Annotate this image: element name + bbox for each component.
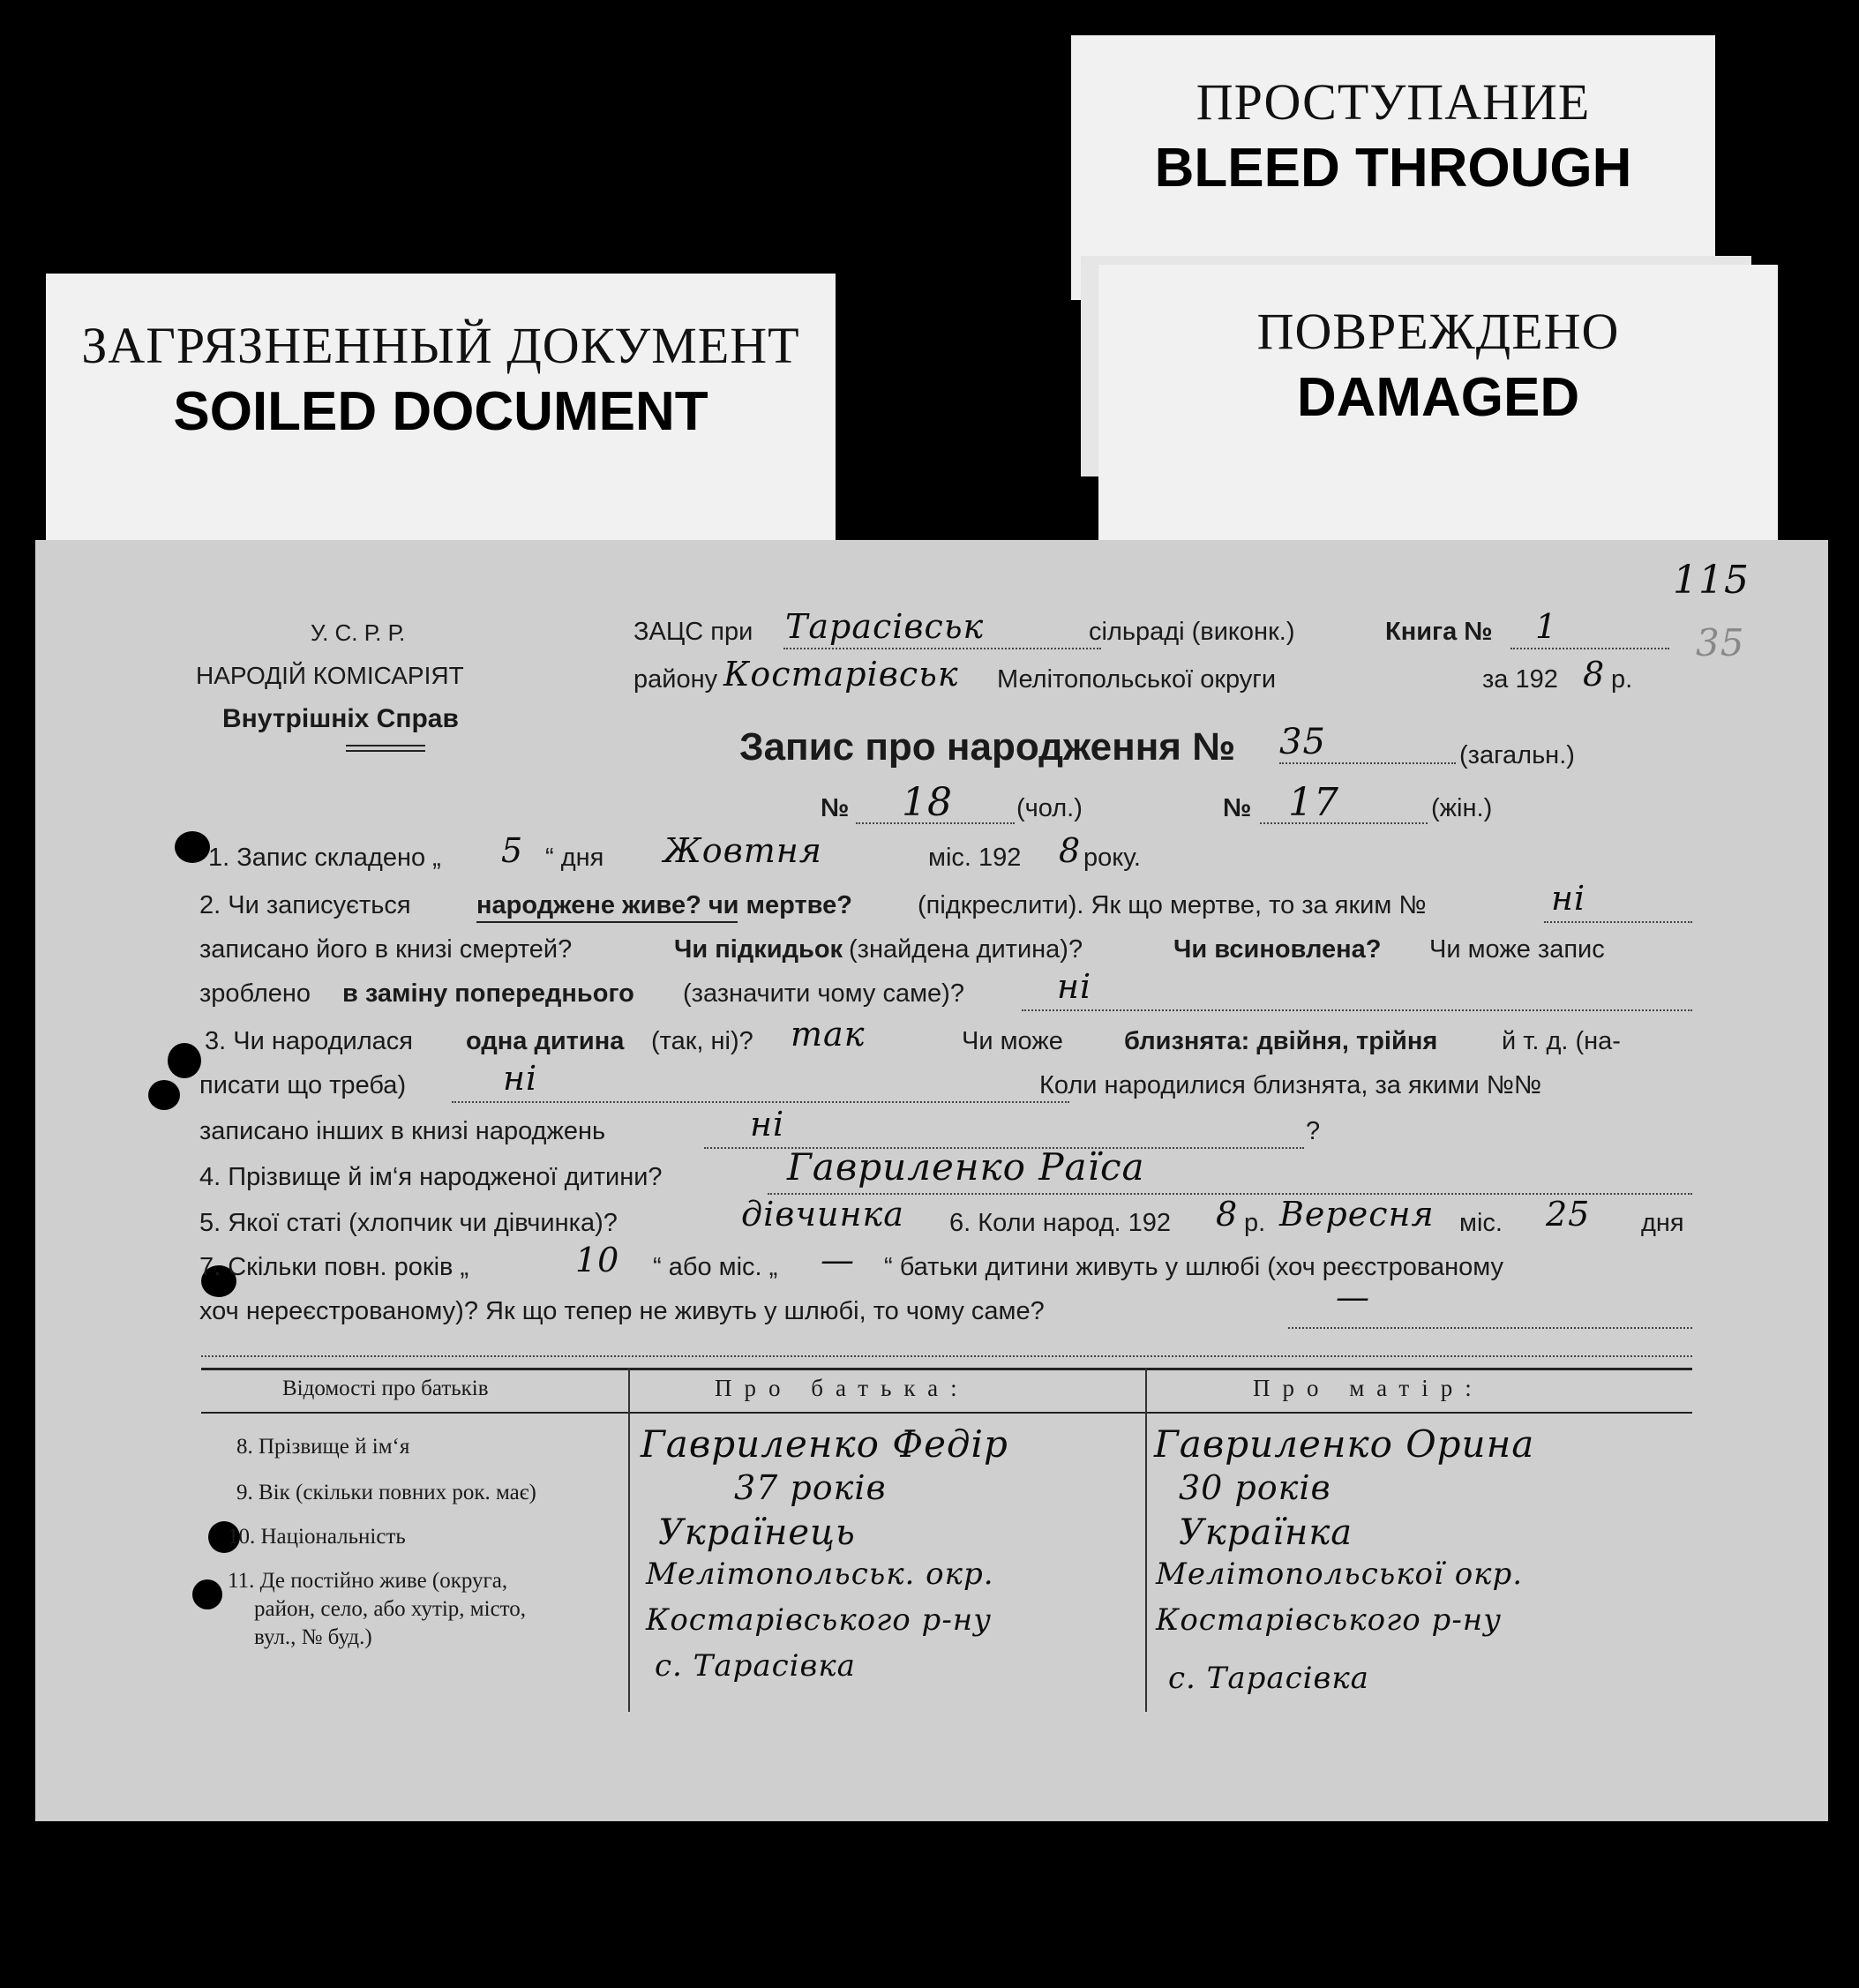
item2-line1-val: ні [1551, 879, 1586, 918]
item2-line1-c: (підкреслити). Як що мертве, то за яким № [918, 891, 1427, 919]
item6-year-suffix: р. [1244, 1209, 1266, 1237]
punch-hole [168, 1043, 201, 1078]
item2-line1-a: 2. Чи записується [199, 891, 411, 919]
row10-father: Українець [658, 1512, 856, 1553]
row8-mother: Гавриленко Орина [1154, 1422, 1535, 1466]
item2-line1-b: народжене живе? чи мертве? [476, 891, 852, 919]
item6-label: 6. Коли народ. 192 [949, 1209, 1171, 1237]
item1-a: 1. Запис складено „ [208, 844, 441, 872]
row11-father-1: Мелітопольськ. окр. [646, 1557, 994, 1592]
item4-val: Гавриленко Раїса [787, 1145, 1145, 1189]
item1-year: 8 [1059, 831, 1082, 870]
item1-d: року. [1083, 844, 1141, 872]
row11-label-3: вул., № буд.) [254, 1625, 372, 1649]
org-line-2: НАРОДІЙ КОМІСАРІЯТ [196, 662, 464, 689]
item7-line1-c: “ батьки дитини живуть у шлюбі (хоч реєстрованому [884, 1253, 1503, 1281]
org-line-1: У. С. Р. Р. [311, 619, 406, 646]
zags-village: Тарасівськ [785, 607, 985, 646]
damaged-label-ru: ПОВРЕЖДЕНО [1256, 303, 1620, 360]
item1-c: міс. 192 [928, 844, 1022, 872]
year-prefix: за 192 [1482, 665, 1558, 694]
bleed-label-ru: ПРОСТУПАНИЕ [1196, 73, 1591, 131]
year-digit: 8 [1583, 655, 1606, 694]
item7-line3-fill [201, 1355, 1692, 1357]
item3-line1-c: (так, ні)? [651, 1027, 753, 1055]
item3-line2-b: Коли народилися близнята, за якими №№ [1039, 1071, 1541, 1099]
item2-line2-b: Чи підкидьок [674, 935, 843, 964]
year-suffix: р. [1611, 665, 1633, 694]
zags-prefix: ЗАЦС при [633, 618, 753, 646]
soiled-label-en: SOILED DOCUMENT [173, 381, 708, 442]
item3-line1-val: так [791, 1015, 866, 1054]
corner-number-2: 35 [1696, 621, 1745, 664]
item1-b: “ дня [545, 844, 604, 872]
male-count-prefix: № [821, 794, 850, 822]
female-count: 17 [1288, 780, 1339, 825]
row11-father-3: с. Тарасівка [655, 1648, 856, 1684]
item2-line1-fill [1544, 921, 1692, 923]
item7-line1-b: “ або міс. „ [653, 1253, 778, 1281]
male-count: 18 [902, 780, 953, 825]
item4-label: 4. Прізвище й ім‘я народженої дитини? [199, 1163, 663, 1191]
table-col1-header: Відомості про батьків [282, 1377, 489, 1400]
district-name: Костарівськ [723, 655, 959, 694]
item2-line2-d: Чи всиновлена? [1173, 935, 1382, 964]
table-col3-header: Про матір: [1253, 1375, 1484, 1401]
row10-mother: Українка [1179, 1512, 1353, 1553]
general-label: (загальн.) [1459, 741, 1575, 769]
book-label: Книга № [1385, 618, 1493, 646]
item2-line3-c: (зазначити чому саме)? [683, 979, 964, 1008]
female-count-line [1260, 822, 1428, 824]
zags-line [783, 648, 1101, 649]
item7-months: — [821, 1241, 855, 1279]
zags-suffix: сільраді (виконк.) [1089, 618, 1295, 646]
item3-line1-a: 3. Чи народилася [205, 1027, 413, 1055]
divider [346, 750, 425, 752]
row11-label-1: 11. Де постійно живе (округа, [228, 1569, 508, 1593]
record-number: 35 [1279, 722, 1326, 762]
row11-mother-1: Мелітопольської окр. [1156, 1557, 1524, 1592]
female-count-label: (жін.) [1431, 794, 1493, 822]
book-line [1510, 648, 1669, 649]
item3-line3-a: записано інших в книзі народжень [199, 1117, 606, 1145]
item5-val: дівчинка [741, 1195, 904, 1234]
item3-line3-val: ні [750, 1105, 785, 1144]
row9-mother: 30 років [1179, 1468, 1331, 1507]
divider [346, 745, 425, 746]
male-count-label: (чол.) [1016, 794, 1083, 822]
damaged-label [1098, 265, 1778, 556]
item3-line1-e: близнята: двійня, трійня [1124, 1027, 1438, 1055]
row8-label: 8. Прізвище й ім‘я [236, 1435, 410, 1459]
table-col2-header: Про батька: [715, 1375, 970, 1401]
soiled-document-label [46, 274, 836, 574]
row10-label: 10. Національність [228, 1525, 406, 1549]
item2-line3-b: в заміну попереднього [342, 979, 634, 1008]
item3-line2-fill [452, 1101, 1069, 1103]
item3-line1-b: одна дитина [466, 1027, 625, 1055]
org-line-3: Внутрішніх Справ [222, 704, 459, 733]
item6-day-label: дня [1641, 1209, 1684, 1237]
record-number-line [1279, 762, 1456, 764]
record-title: Запис про народження № [739, 725, 1236, 769]
bleed-label-en: BLEED THROUGH [1154, 138, 1632, 199]
row11-label-2: район, село, або хутір, місто, [254, 1597, 527, 1621]
item2-line2-a: записано його в книзі смертей? [199, 935, 573, 964]
item3-line2-val: ні [503, 1059, 538, 1098]
item2-line2-c: (знайдена дитина)? [849, 935, 1083, 964]
soiled-label-ru: ЗАГРЯЗНЕННЫЙ ДОКУМЕНТ [81, 317, 800, 374]
item6-year: 8 [1216, 1195, 1239, 1234]
damaged-label-en: DAMAGED [1296, 367, 1580, 428]
row9-father: 37 років [734, 1468, 887, 1507]
birth-record-form [35, 540, 1828, 1821]
table-col-divider [1145, 1368, 1147, 1712]
district-prefix: району [633, 665, 718, 694]
item3-line3-q: ? [1306, 1117, 1321, 1145]
item6-month-label: міс. [1459, 1209, 1503, 1237]
item3-line1-d: Чи може [962, 1027, 1063, 1055]
item2-line3-fill [1022, 1009, 1692, 1011]
book-number: 1 [1535, 607, 1558, 646]
item6-day: 25 [1546, 1195, 1591, 1234]
okrug-name: Мелітопольської округи [997, 665, 1277, 694]
row11-mother-2: Костарівського р-ну [1156, 1602, 1502, 1638]
row11-father-2: Костарівського р-ну [646, 1602, 992, 1638]
item7-line2-val: — [1336, 1278, 1370, 1317]
punch-hole [148, 1080, 180, 1110]
item7-line2-a: хоч нереєстрованому)? Як що тепер не живуть у шлюбі, то чому саме? [199, 1297, 1045, 1325]
table-col-divider [628, 1368, 630, 1712]
item6-month: Вересня [1279, 1195, 1435, 1234]
item1-month: Жовтня [663, 831, 822, 870]
punch-hole [175, 831, 210, 863]
item7-years: 10 [575, 1241, 620, 1279]
item5-label: 5. Якої статі (хлопчик чи дівчинка)? [199, 1209, 618, 1237]
row8-father: Гавриленко Федір [641, 1422, 1008, 1466]
item1-day: 5 [501, 831, 524, 870]
table-top-rule [201, 1368, 1692, 1370]
punch-hole [192, 1579, 222, 1609]
item2-line3-a: зроблено [199, 979, 311, 1008]
row11-mother-3: с. Тарасівка [1168, 1661, 1369, 1696]
item3-line2-a: писати що треба) [199, 1071, 407, 1099]
item2-line3-val: ні [1057, 967, 1092, 1006]
item7-line2-fill [1288, 1327, 1692, 1329]
item7-line1-a: 7. Скільки повн. років „ [199, 1253, 469, 1281]
table-header-rule [201, 1412, 1692, 1414]
item2-line2-e: Чи може запис [1429, 935, 1605, 964]
row9-label: 9. Вік (скільки повних рок. має) [236, 1481, 536, 1504]
corner-number: 115 [1673, 558, 1750, 603]
item3-line1-f: й т. д. (на- [1502, 1027, 1621, 1055]
female-count-prefix: № [1223, 794, 1252, 822]
underline [476, 921, 738, 923]
